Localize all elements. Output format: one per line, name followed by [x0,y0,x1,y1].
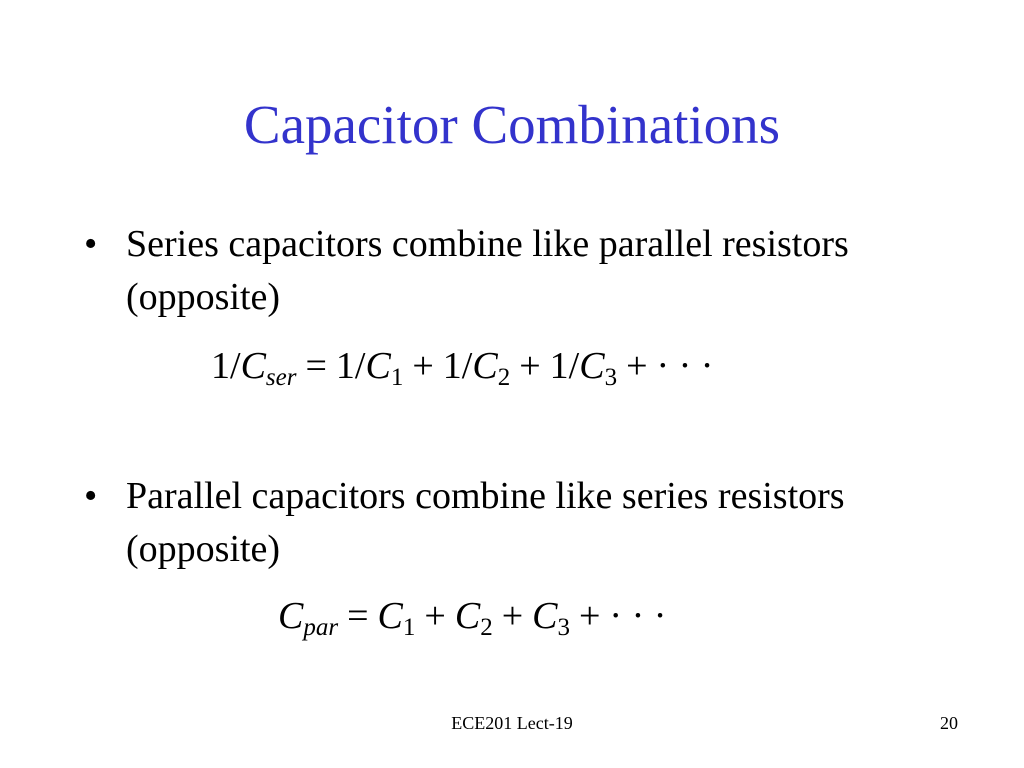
eq-var: C [579,345,605,387]
slide-title: Capacitor Combinations [243,94,781,155]
eq-sub: 3 [604,364,618,391]
eq-sub: 2 [480,614,493,641]
eq-var: C [278,595,304,637]
eq-var: C [365,345,391,387]
eq-var: C [472,345,498,387]
eq-sub: 3 [557,614,570,641]
eq-equals: = [347,595,369,637]
eq-var: C [240,345,266,387]
eq-ellipsis: · · · [609,595,667,637]
page-number: 20 [940,713,958,733]
bullet-text: Series capacitors combine like parallel resistors (opposite) [126,223,849,318]
eq-equals: = [305,345,327,387]
bullet-marker: • [84,223,98,265]
bullet-marker: • [84,475,98,517]
footer-lecture-label: ECE201 Lect-19 [451,713,573,733]
eq-sub: ser [265,364,297,391]
eq-sub: par [303,614,339,641]
eq-text: 1/ [211,345,241,387]
eq-text: 1/ [335,345,366,387]
eq-text: 1/ [442,345,473,387]
series-equation [211,343,713,389]
eq-plus: + [578,595,601,637]
parallel-equation [278,593,666,639]
eq-plus: + [424,595,446,637]
eq-plus: + [412,345,434,387]
eq-var: C [454,595,481,637]
eq-sub: 1 [390,364,404,391]
eq-var: C [532,595,558,637]
eq-sub: 1 [402,614,416,641]
eq-ellipsis: · · · [656,345,714,387]
bullet-text: Parallel capacitors combine like series resistors (opposite) [126,475,845,570]
eq-plus: + [626,345,648,387]
eq-sub: 2 [497,364,511,391]
eq-plus: + [501,595,524,637]
eq-text: 1/ [549,345,580,387]
eq-plus: + [519,345,541,387]
eq-var: C [377,595,403,637]
